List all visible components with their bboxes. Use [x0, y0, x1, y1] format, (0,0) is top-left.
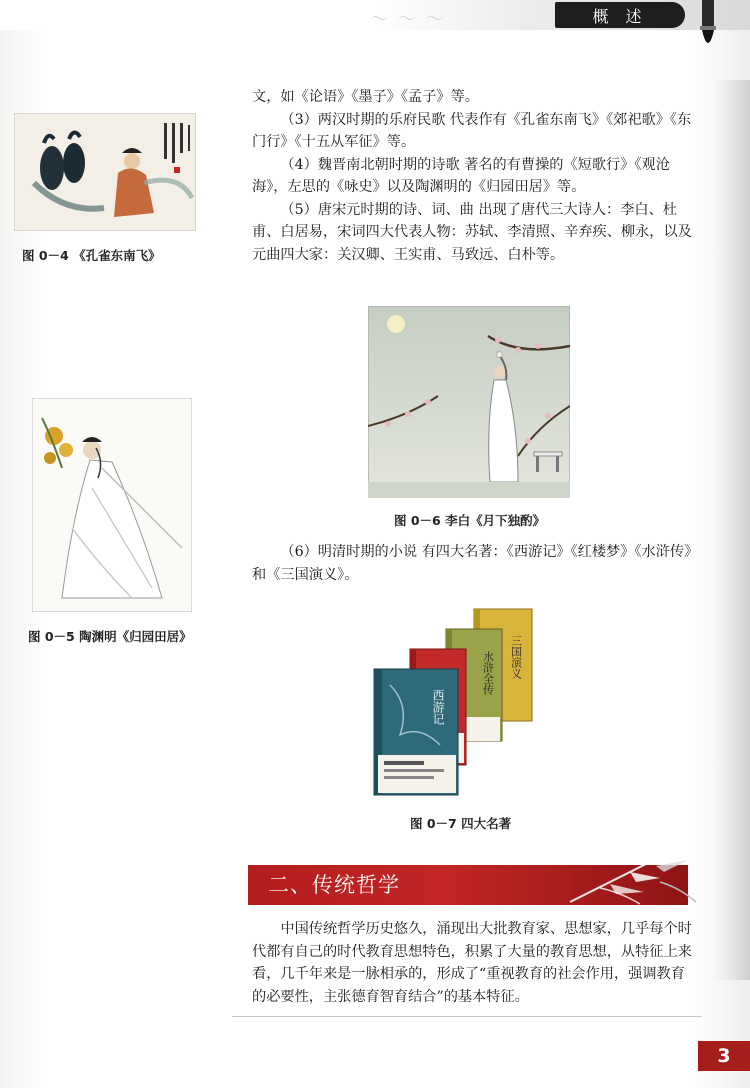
body-text-top [252, 86, 692, 266]
caption-fig-0-6: 图 0－6 李白《月下独酌》 [394, 513, 546, 528]
section-body-text [252, 918, 692, 1008]
bamboo-decoration-icon [560, 852, 700, 912]
figure-tao-yuanming-painting [32, 398, 192, 612]
header-decoration: ～ ～ ～ [370, 9, 446, 30]
book-title-sanguo: 三国演义 [509, 635, 523, 679]
book-title-shuihu: 水浒全传 [481, 651, 495, 695]
footer-divider [232, 1016, 702, 1017]
figure-four-classics-books [370, 605, 566, 797]
book-xiyouji [374, 669, 458, 795]
paragraph-4: （6）明清时期的小说 有四大名著：《西游记》《红楼梦》《水浒传》和《三国演义》。 [252, 544, 692, 583]
section-paragraph: 中国传统哲学历史悠久，涌现出大批教育家、思想家，几乎每个时代都有自己的时代教育思想特色，积累了大量的教育思想，从特征上来看，几千年来是一脉相承的，形成了“重视教育的社会作用，强调教育的必要性，主张德育智育结合”的基本特征。 [252, 921, 692, 1005]
figure-peacock-painting [14, 113, 196, 231]
paragraph-3: （5）唐宋元时期的诗、词、曲 出现了唐代三大诗人：李白、杜甫、白居易，宋词四大代表人物：苏轼、李清照、辛弃疾、柳永，以及元曲四大家：关汉卿、王实甫、马致远、白朴等。 [252, 201, 692, 263]
book-title-xiyouji: 西游记 [431, 689, 445, 725]
section-tab: 概 述 [555, 2, 685, 28]
paragraph-1: （3）两汉时期的乐府民歌 代表作有《孔雀东南飞》《郊祀歌》《东门行》《十五从军征》等。 [252, 111, 692, 150]
figure-li-bai-painting [368, 306, 570, 498]
caption-fig-0-5: 图 0－5 陶渊明《归园田居》 [28, 629, 192, 644]
paragraph-2: （4）魏晋南北朝时期的诗歌 著名的有曹操的《短歌行》《观沧海》，左思的《咏史》以及陶渊明的《归园田居》等。 [252, 156, 670, 195]
page-number: 3 [698, 1041, 750, 1071]
body-text-middle [252, 541, 692, 586]
caption-fig-0-4: 图 0－4 《孔雀东南飞》 [22, 248, 161, 263]
brush-icon [688, 0, 728, 56]
section-title: 二、传统哲学 [268, 873, 400, 897]
ink-wash-edge [714, 80, 750, 980]
paragraph-0: 文，如《论语》《墨子》《孟子》等。 [252, 89, 479, 105]
caption-fig-0-7: 图 0－7 四大名著 [410, 816, 512, 831]
